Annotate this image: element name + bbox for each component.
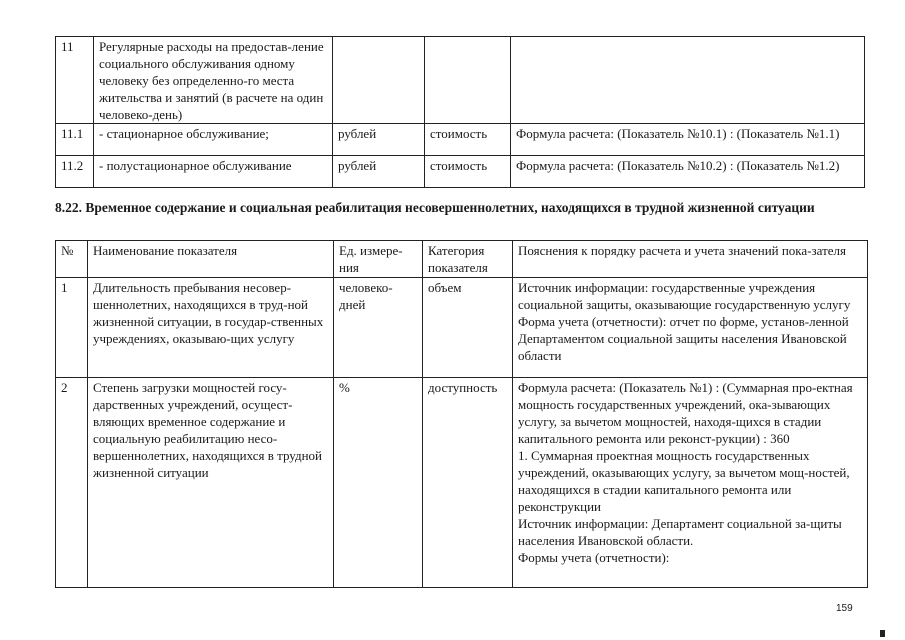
row-number: 2 [56,378,88,588]
row-number: 11 [56,37,94,124]
category-cell: стоимость [425,156,511,188]
indicator-name: Степень загрузки мощностей госу-дарственных учреждений, осущест-вляющих временное содержание и социальную реабилитацию несо-вершеннолетних, находящихся в трудной жизненной ситуации [88,378,334,588]
indicator-name: - полустационарное обслуживание [94,156,333,188]
unit-cell: рублей [333,124,425,156]
scan-mark [880,630,885,637]
explanation-cell [513,378,868,588]
header-number: № [56,241,88,278]
indicator-name: Регулярные расходы на предостав-ление социального обслуживания одному человеку без определенно-го места жительства и занятий (в расчете на один человеко-день) [94,37,333,124]
explanation-paragraph: 1. Суммарная проектная мощность государственных учреждений, оказывающих услугу, за вычетом мощ-ностей, находящихся в стадии капитального ремонта или реконструкции [518,448,850,514]
category-cell: объем [423,278,513,378]
explanation-paragraph: Источник информации: государственные учреждения социальной защиты, оказывающие государственную услугу [518,280,851,312]
header-unit: Ед. измере-ния [334,241,423,278]
table-row [56,278,868,378]
row-number: 11.1 [56,124,94,156]
table-row [56,37,865,124]
table-row [56,378,868,588]
indicators-table [55,240,868,588]
section-heading: 8.22. Временное содержание и социальная реабилитация несовершеннолетних, находящихся в трудной жизненной ситуации [55,200,815,215]
category-cell: доступность [423,378,513,588]
row-number: 11.2 [56,156,94,188]
explanation-cell [513,278,868,378]
table-header-row [56,241,868,278]
category-cell: стоимость [425,124,511,156]
top-indicators-table [55,36,865,188]
unit-cell: человеко-дней [334,278,423,378]
header-category: Категория показателя [423,241,513,278]
unit-cell [333,37,425,124]
table-row [56,124,865,156]
unit-cell: рублей [333,156,425,188]
explanation-cell: Формула расчета: (Показатель №10.2) : (Показатель №1.2) [511,156,865,188]
indicator-name: - стационарное обслуживание; [94,124,333,156]
header-name: Наименование показателя [88,241,334,278]
indicator-name: Длительность пребывания несовер-шеннолетних, находящихся в труд-ной жизненной ситуации, в государ-ственных учреждениях, оказываю-щих услугу [88,278,334,378]
row-number: 1 [56,278,88,378]
explanation-paragraph: Формы учета (отчетности): [518,550,670,565]
explanation-paragraph: Формула расчета: (Показатель №1) : (Суммарная про-ектная мощность государственных учреждений, ока-зывающих услугу, за вычетом мощностей, находя-щихся в стадии капитального ремонта или реконст-рукции) : 360 [518,380,853,446]
category-cell [425,37,511,124]
unit-cell: % [334,378,423,588]
explanation-cell [511,37,865,124]
explanation-paragraph: Форма учета (отчетности): отчет по форме, установ-ленной Департаментом социальной защиты населения Ивановской области [518,314,849,363]
explanation-cell: Формула расчета: (Показатель №10.1) : (Показатель №1.1) [511,124,865,156]
table-row [56,156,865,188]
explanation-paragraph: Источник информации: Департамент социальной за-щиты населения Ивановской области. [518,516,842,548]
header-explanation: Пояснения к порядку расчета и учета значений пока-зателя [513,241,868,278]
page-number: 159 [836,603,853,614]
